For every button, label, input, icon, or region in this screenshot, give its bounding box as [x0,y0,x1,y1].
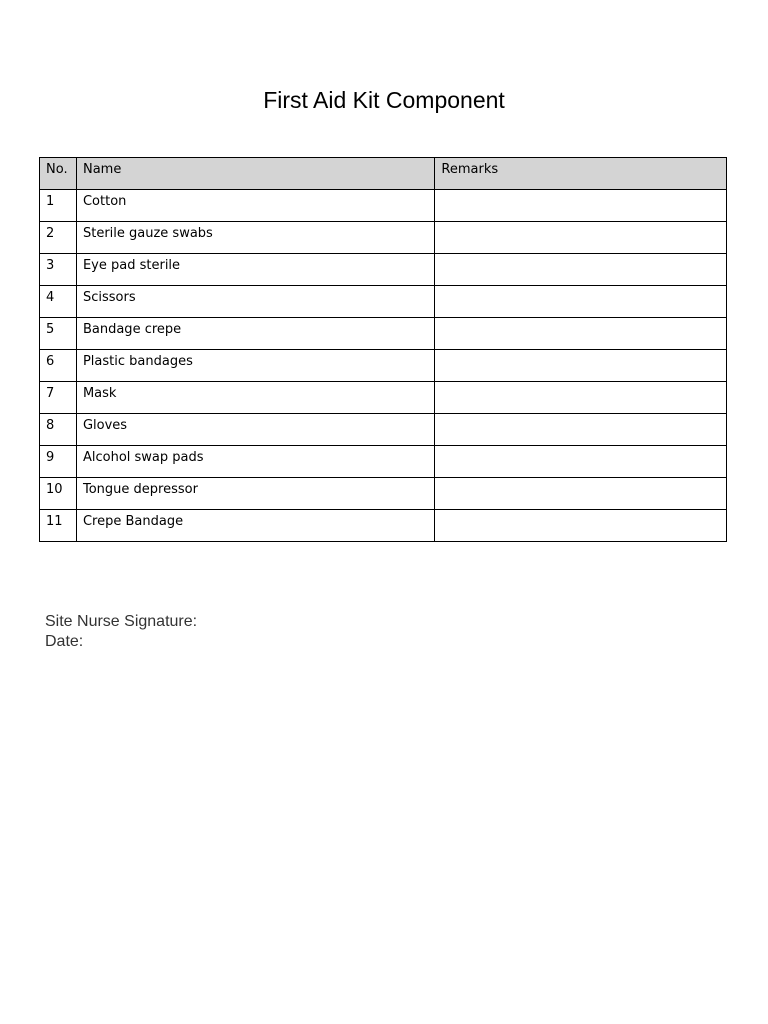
column-header-name: Name [76,158,434,190]
signoff-section [45,612,197,652]
first-aid-kit-table [39,157,727,542]
column-header-remarks: Remarks [435,158,727,190]
item-remarks [435,350,727,382]
item-name: Plastic bandages [76,350,434,382]
table-row [40,510,727,542]
column-header-no: No. [40,158,77,190]
page-title: First Aid Kit Component [263,87,505,113]
item-number: 3 [40,254,77,286]
item-name: Sterile gauze swabs [76,222,434,254]
item-number: 4 [40,286,77,318]
item-remarks [435,382,727,414]
item-number: 5 [40,318,77,350]
item-name: Bandage crepe [76,318,434,350]
table-row [40,414,727,446]
item-remarks [435,510,727,542]
item-remarks [435,446,727,478]
item-number: 7 [40,382,77,414]
item-number: 6 [40,350,77,382]
signature-label: Site Nurse Signature: [45,613,198,630]
table-row [40,286,727,318]
table-row [40,478,727,510]
table-row [40,350,727,382]
item-number: 8 [40,414,77,446]
item-number: 10 [40,478,77,510]
table-header-row [40,158,727,190]
item-name: Crepe Bandage [76,510,434,542]
table-row [40,446,727,478]
table-row [40,254,727,286]
item-number: 9 [40,446,77,478]
item-name: Alcohol swap pads [76,446,434,478]
item-name: Gloves [76,414,434,446]
item-remarks [435,318,727,350]
table-row [40,318,727,350]
table-row [40,222,727,254]
item-number: 11 [40,510,77,542]
item-remarks [435,222,727,254]
item-name: Tongue depressor [76,478,434,510]
item-name: Mask [76,382,434,414]
item-name: Cotton [76,190,434,222]
table-row [40,382,727,414]
item-name: Eye pad sterile [76,254,434,286]
table-row [40,190,727,222]
date-label: Date: [45,633,84,650]
item-remarks [435,190,727,222]
item-name: Scissors [76,286,434,318]
item-number: 2 [40,222,77,254]
item-remarks [435,478,727,510]
item-number: 1 [40,190,77,222]
item-remarks [435,414,727,446]
item-remarks [435,254,727,286]
item-remarks [435,286,727,318]
